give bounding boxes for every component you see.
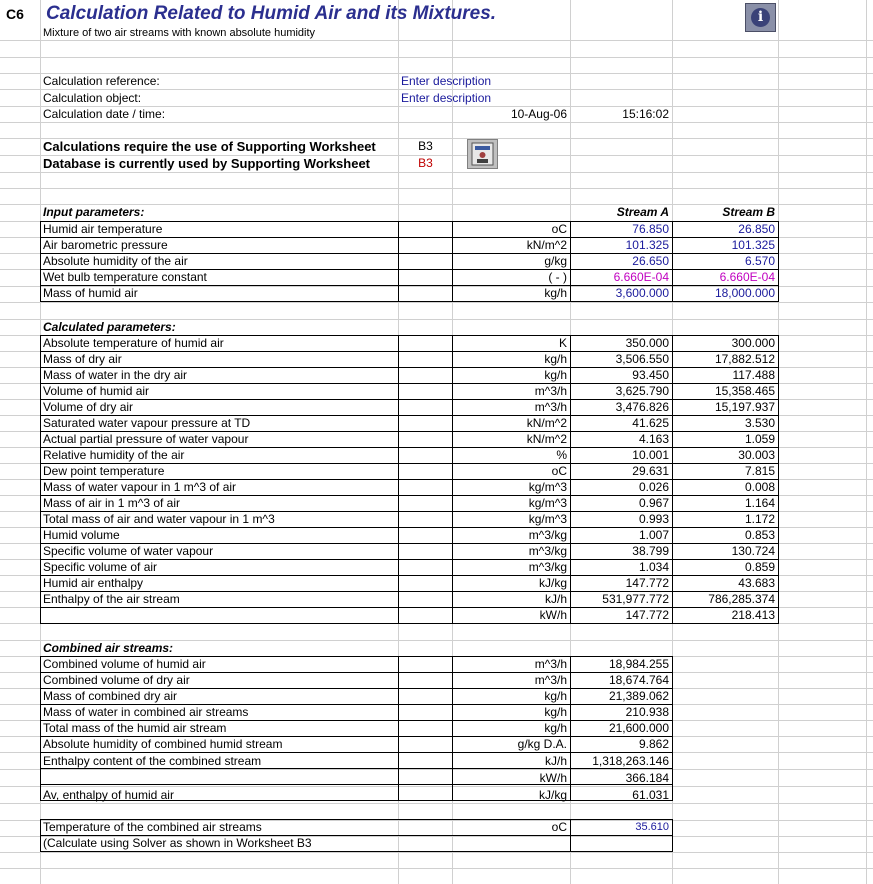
input-row-label: Wet bulb temperature constant	[43, 270, 207, 284]
combined-row-label: Enthalpy content of the combined stream	[43, 754, 262, 768]
calc-row-label: Specific volume of air	[43, 560, 158, 574]
row-divider	[40, 752, 672, 753]
calc-row-unit: kJ/h	[544, 592, 567, 606]
combined-value: 18,674.764	[608, 673, 669, 687]
combined-row-label: Combined volume of humid air	[43, 657, 206, 671]
calc-row-label: Dew point temperature	[43, 464, 165, 478]
calc-row-unit: m^3/kg	[528, 544, 567, 558]
calc-row-unit: kN/m^2	[526, 432, 567, 446]
calc-row-unit: kg/h	[544, 368, 567, 382]
combined-value: 21,600.000	[608, 721, 669, 735]
sheet-code: C6	[6, 6, 24, 22]
worksheet-button[interactable]	[467, 139, 498, 169]
combined-value: 21,389.062	[608, 689, 669, 703]
date-label: Calculation date / time:	[43, 107, 166, 121]
calc-stream-b: 130.724	[731, 544, 775, 558]
input-stream-b[interactable]: 101.325	[731, 238, 775, 252]
worksheet-icon	[468, 140, 497, 168]
calc-row-unit: kg/m^3	[528, 496, 567, 510]
calc-row-unit: %	[556, 448, 567, 462]
input-stream-a[interactable]: 3,600.000	[615, 286, 669, 300]
combined-row-unit: g/kg D.A.	[517, 737, 567, 751]
combined-value: 18,984.255	[608, 657, 669, 671]
input-stream-a[interactable]: 6.660E-04	[613, 270, 669, 284]
calc-row-label: Humid air enthalpy	[43, 576, 144, 590]
combined-row-label: Mass of combined dry air	[43, 689, 178, 703]
temp-label: Temperature of the combined air streams	[43, 820, 262, 834]
calc-stream-a: 1.034	[638, 560, 669, 574]
combined-row-unit: m^3/h	[534, 673, 567, 687]
temp-unit: oC	[551, 820, 567, 834]
col-divider	[398, 221, 399, 301]
calc-stream-b: 30.003	[738, 448, 775, 462]
combined-row-label: Combined volume of dry air	[43, 673, 190, 687]
calc-row-label: Volume of humid air	[43, 384, 150, 398]
calc-stream-a: 10.001	[632, 448, 669, 462]
solver-note: (Calculate using Solver as shown in Worksheet B3	[43, 836, 312, 850]
calc-row-label: Mass of air in 1 m^3 of air	[43, 496, 181, 510]
calc-stream-a: 41.625	[632, 416, 669, 430]
gridline	[0, 89, 873, 90]
ref-label: Calculation reference:	[43, 74, 160, 88]
calc-stream-b: 300.000	[731, 336, 775, 350]
calc-stream-b: 17,882.512	[714, 352, 775, 366]
calc-time: 15:16:02	[622, 107, 669, 121]
combined-row-label: Total mass of the humid air stream	[43, 721, 227, 735]
combined-row-unit: kJ/h	[544, 754, 567, 768]
combined-row-label: Mass of water in combined air streams	[43, 705, 249, 719]
info-icon: i	[751, 8, 770, 27]
input-row-unit: kg/h	[544, 286, 567, 300]
combined-row-unit: kW/h	[539, 771, 567, 785]
support-db-label: Database is currently used by Supporting Worksheet	[43, 156, 371, 171]
page-title: Calculation Related to Humid Air and its Mixtures.	[46, 3, 497, 24]
calc-stream-a: 531,977.772	[602, 592, 669, 606]
input-heading: Input parameters:	[43, 205, 145, 219]
input-row-label: Humid air temperature	[43, 222, 163, 236]
calc-stream-b: 15,358.465	[714, 384, 775, 398]
calc-heading: Calculated parameters:	[43, 320, 176, 334]
gridline	[0, 868, 873, 869]
combined-row-unit: kg/h	[544, 689, 567, 703]
calc-stream-b: 1.172	[744, 512, 775, 526]
input-stream-b[interactable]: 6.570	[744, 254, 775, 268]
calc-row-label: Humid volume	[43, 528, 120, 542]
col-divider	[398, 335, 399, 623]
col-divider	[398, 656, 399, 800]
calc-row-unit: kN/m^2	[526, 416, 567, 430]
col-stream-b: Stream B	[722, 205, 775, 219]
calc-row-label: Saturated water vapour pressure at TD	[43, 416, 251, 430]
calc-row-label: Absolute temperature of humid air	[43, 336, 224, 350]
calc-row-unit: oC	[551, 464, 567, 478]
input-stream-b[interactable]: 6.660E-04	[719, 270, 775, 284]
input-stream-a[interactable]: 26.650	[632, 254, 669, 268]
combined-row-unit: m^3/h	[534, 657, 567, 671]
gridline	[0, 122, 873, 123]
calc-stream-b: 43.683	[738, 576, 775, 590]
temp-value: 35.610	[635, 821, 669, 833]
combined-value: 61.031	[632, 788, 669, 802]
calc-row-unit: m^3/kg	[528, 560, 567, 574]
combined-value: 1,318,263.146	[592, 754, 669, 768]
calc-stream-a: 3,625.790	[615, 384, 669, 398]
calc-row-label: Mass of water in the dry air	[43, 368, 188, 382]
col-stream-a: Stream A	[616, 205, 669, 219]
calc-date: 10-Aug-06	[510, 107, 567, 121]
info-button[interactable]	[745, 3, 776, 32]
input-stream-a[interactable]: 76.850	[632, 222, 669, 236]
calc-row-label: Actual partial pressure of water vapour	[43, 432, 249, 446]
input-row-label: Air barometric pressure	[43, 238, 168, 252]
calc-stream-a: 93.450	[632, 368, 669, 382]
support-req-value: B3	[418, 139, 433, 153]
calc-stream-a: 147.772	[625, 576, 669, 590]
calc-stream-b: 0.008	[744, 480, 775, 494]
combined-row-label: Av, enthalpy of humid air	[43, 788, 174, 802]
gridline	[0, 188, 873, 189]
obj-label: Calculation object:	[43, 91, 142, 105]
calc-row-unit: m^3/h	[534, 384, 567, 398]
input-stream-a[interactable]: 101.325	[625, 238, 669, 252]
input-row-unit: kN/m^2	[526, 238, 567, 252]
calc-row-label: Mass of water vapour in 1 m^3 of air	[43, 480, 237, 494]
input-stream-b[interactable]: 26.850	[738, 222, 775, 236]
calc-row-label: Specific volume of water vapour	[43, 544, 214, 558]
calc-stream-b: 786,285.374	[708, 592, 775, 606]
calc-row-unit: kJ/kg	[538, 576, 567, 590]
calc-stream-b: 0.853	[744, 528, 775, 542]
calc-stream-a: 29.631	[632, 464, 669, 478]
support-db-value: B3	[418, 156, 433, 170]
calc-row-label: Enthalpy of the air stream	[43, 592, 180, 606]
combined-value: 366.184	[625, 771, 669, 785]
combined-row-unit: kg/h	[544, 721, 567, 735]
calc-stream-b: 7.815	[744, 464, 775, 478]
gridline	[0, 172, 873, 173]
combined-row-label: Absolute humidity of combined humid stream	[43, 737, 283, 751]
combined-row-unit: kJ/kg	[538, 788, 567, 802]
input-row-label: Absolute humidity of the air	[43, 254, 188, 268]
support-req-label: Calculations require the use of Supporting Worksheet	[43, 139, 376, 154]
calc-stream-b: 1.164	[744, 496, 775, 510]
calc-stream-a: 0.967	[638, 496, 669, 510]
gridline	[0, 302, 873, 303]
combined-heading: Combined air streams:	[43, 641, 174, 655]
input-row-label: Mass of humid air	[43, 286, 138, 300]
input-row-unit: ( - )	[548, 270, 567, 284]
calc-row-label: Total mass of air and water vapour in 1 m^3	[43, 512, 275, 526]
calc-stream-a: 3,506.550	[615, 352, 669, 366]
combined-row-unit: kg/h	[544, 705, 567, 719]
combined-value: 9.862	[638, 737, 669, 751]
calc-row-unit: kW/h	[539, 608, 567, 622]
obj-input[interactable]: Enter description	[401, 91, 492, 105]
calc-stream-a: 0.993	[638, 512, 669, 526]
calc-stream-b: 15,197.937	[714, 400, 775, 414]
calc-row-unit: kg/m^3	[528, 480, 567, 494]
calc-stream-a: 4.163	[638, 432, 669, 446]
calc-row-label: Relative humidity of the air	[43, 448, 185, 462]
calc-stream-b: 0.859	[744, 560, 775, 574]
input-stream-b[interactable]: 18,000.000	[714, 286, 775, 300]
calc-stream-a: 1.007	[638, 528, 669, 542]
calc-stream-a: 3,476.826	[615, 400, 669, 414]
calc-row-unit: m^3/h	[534, 400, 567, 414]
input-row-unit: oC	[551, 222, 567, 236]
combined-value: 210.938	[625, 705, 669, 719]
calc-stream-a: 38.799	[632, 544, 669, 558]
calc-row-unit: K	[558, 336, 567, 350]
calc-row-unit: kg/m^3	[528, 512, 567, 526]
calc-stream-b: 218.413	[731, 608, 775, 622]
page-subtitle: Mixture of two air streams with known absolute humidity	[43, 27, 316, 39]
gridline	[0, 803, 873, 804]
calc-row-unit: m^3/kg	[528, 528, 567, 542]
calc-stream-a: 0.026	[638, 480, 669, 494]
gridline	[0, 852, 873, 853]
calc-row-label: Volume of dry air	[43, 400, 134, 414]
calc-stream-a: 147.772	[625, 608, 669, 622]
calc-stream-b: 117.488	[732, 368, 775, 382]
ref-input[interactable]: Enter description	[401, 74, 492, 88]
calc-row-label: Mass of dry air	[43, 352, 122, 366]
calc-stream-b: 3.530	[744, 416, 775, 430]
input-row-unit: g/kg	[544, 254, 567, 268]
gridline	[0, 57, 873, 58]
calc-row-unit: kg/h	[544, 352, 567, 366]
calc-stream-a: 350.000	[625, 336, 669, 350]
calc-stream-b: 1.059	[744, 432, 775, 446]
